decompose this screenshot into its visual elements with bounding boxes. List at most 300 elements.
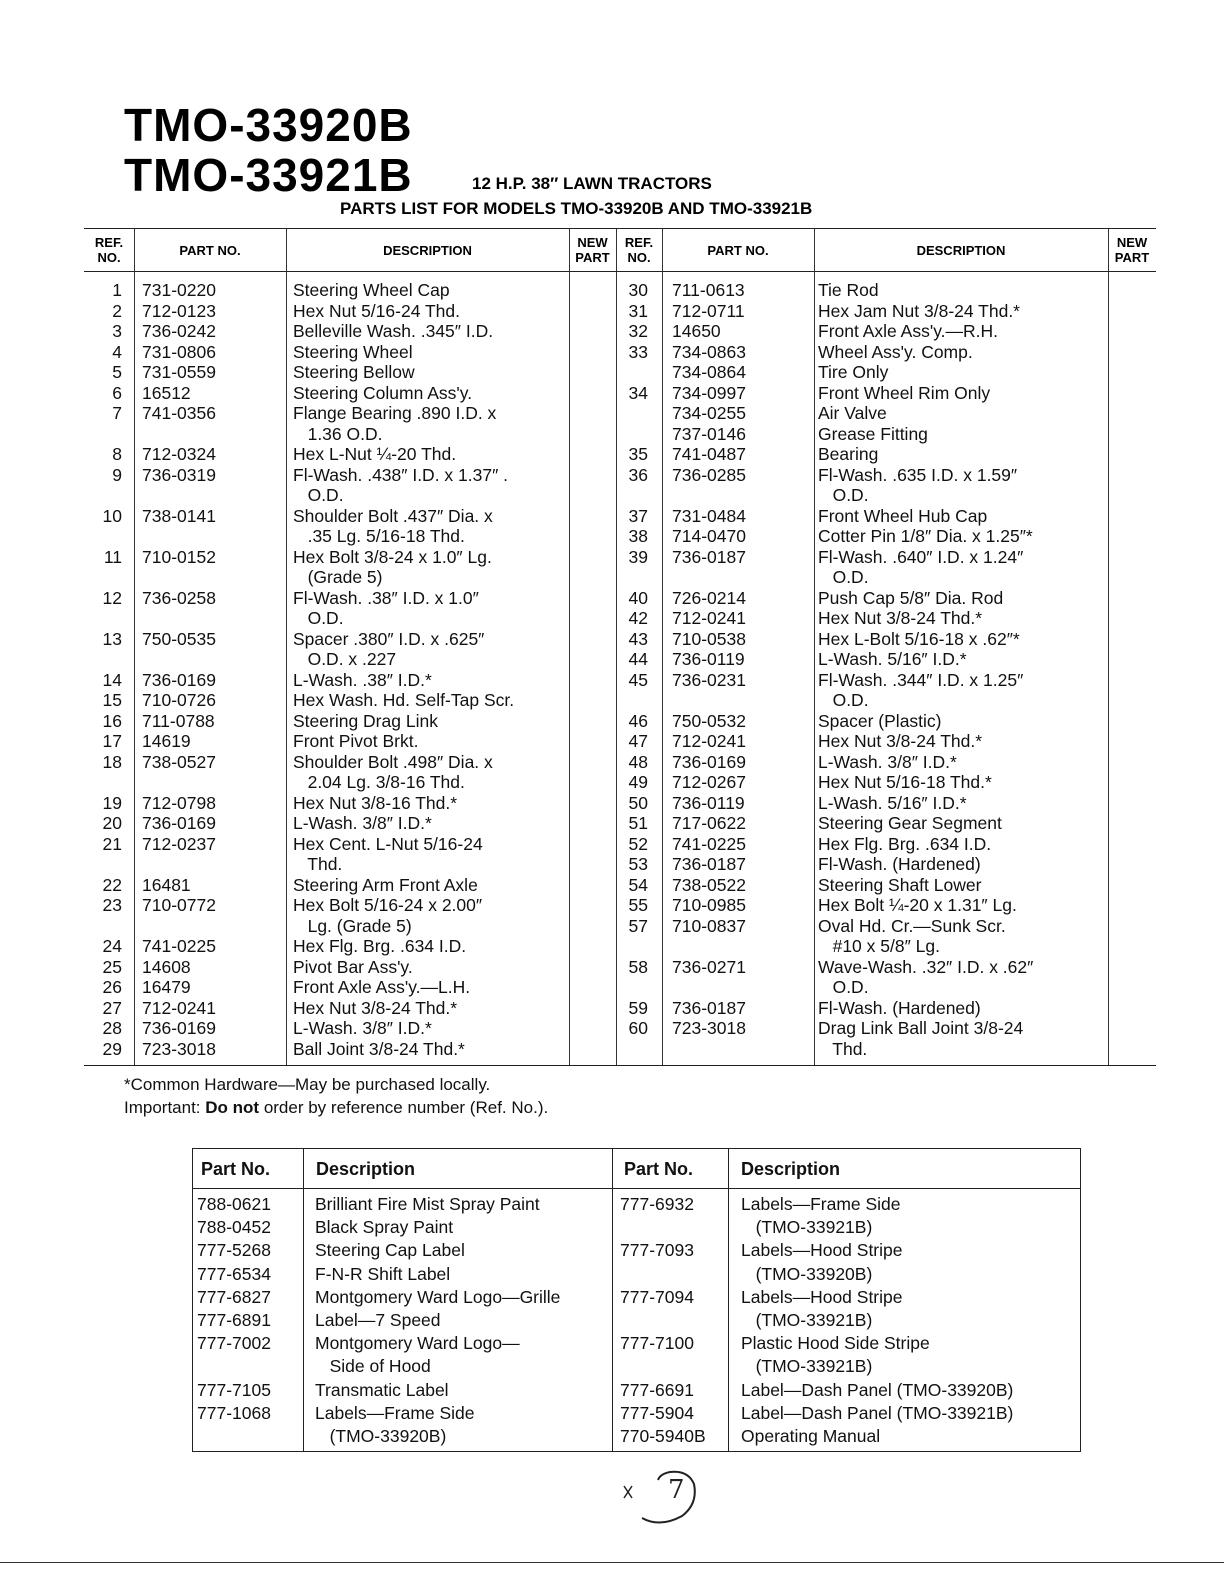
misc-row — [197, 1286, 607, 1309]
part-description: O.D. — [818, 690, 869, 710]
part-number: 734-0863 — [672, 341, 746, 362]
part-number: 711-0788 — [142, 710, 215, 731]
table-row — [618, 731, 1138, 752]
part-description: Steering Gear Segment — [818, 813, 1002, 833]
part-number: 14650 — [672, 321, 721, 341]
part-number: 712-0267 — [672, 772, 746, 792]
part-description: L-Wash. 3/8″ I.D.* — [293, 1018, 432, 1038]
misc-part-number: 777-7002 — [197, 1333, 271, 1354]
ref-number: 15 — [102, 690, 122, 710]
misc-part-number: 777-6827 — [197, 1286, 271, 1307]
misc-description: (TMO-33920B) — [741, 1263, 873, 1284]
part-description: Front Wheel Rim Only — [818, 382, 991, 403]
table-row — [618, 711, 1138, 732]
ref-number: 1 — [112, 280, 122, 300]
misc-row — [620, 1239, 1075, 1262]
table-row — [92, 1039, 572, 1060]
table-row — [618, 670, 1138, 691]
misc-description: (TMO-33921B) — [741, 1356, 873, 1377]
table-row — [92, 608, 572, 629]
part-number: 736-0187 — [672, 997, 746, 1018]
table-row — [618, 485, 1138, 506]
ref-number: 48 — [628, 751, 648, 772]
misc-part-number: 777-5904 — [620, 1402, 694, 1423]
part-number: 731-0559 — [142, 362, 216, 382]
misc-description: Label—7 Speed — [315, 1309, 441, 1330]
part-number: 714-0470 — [672, 526, 746, 546]
part-number: 736-0169 — [672, 751, 746, 772]
part-number: 712-0798 — [142, 792, 216, 813]
table-row — [618, 526, 1138, 547]
part-number: 712-0241 — [672, 731, 746, 751]
ref-number: 26 — [102, 977, 122, 997]
part-number: 734-0864 — [672, 362, 746, 382]
table-row — [618, 998, 1138, 1019]
table-row — [618, 936, 1138, 957]
parts-table — [84, 228, 1156, 1066]
part-description: Wheel Ass'y. Comp. — [818, 341, 973, 362]
part-description: L-Wash. 3/8″ I.D.* — [293, 813, 432, 833]
part-description: Steering Shaft Lower — [818, 874, 982, 895]
misc-row — [620, 1309, 1075, 1332]
ref-number: 13 — [102, 628, 122, 649]
part-number: 741-0487 — [672, 444, 746, 464]
ref-number: 16 — [102, 710, 122, 731]
table-row — [618, 834, 1138, 855]
part-description: Shoulder Bolt .498″ Dia. x — [293, 751, 493, 772]
ref-number: 50 — [628, 792, 648, 813]
misc-rows-left — [197, 1193, 607, 1448]
part-description: Hex Nut 3/8-24 Thd.* — [818, 608, 983, 628]
part-number: 741-0356 — [142, 403, 216, 423]
part-description: Spacer .380″ I.D. x .625″ — [293, 628, 485, 649]
table-row — [92, 629, 572, 650]
misc-header-description: Description — [316, 1159, 416, 1179]
table-row — [618, 403, 1138, 424]
ref-number: 20 — [102, 813, 122, 833]
misc-description: Label—Dash Panel (TMO-33920B) — [741, 1379, 1014, 1400]
misc-part-number: 770-5940B — [620, 1425, 706, 1446]
part-number: 736-0169 — [142, 813, 216, 833]
misc-row — [197, 1355, 607, 1378]
misc-description: Labels—Frame Side — [741, 1194, 901, 1214]
table-row — [618, 424, 1138, 445]
part-number: 731-0484 — [672, 505, 746, 526]
part-number: 16479 — [142, 977, 191, 997]
ref-number: 53 — [628, 854, 648, 874]
part-number: 712-0123 — [142, 300, 216, 321]
part-number: 736-0271 — [672, 956, 746, 977]
part-description: Hex Nut 5/16-18 Thd.* — [818, 772, 992, 792]
ref-number: 55 — [628, 895, 648, 915]
part-description: Shoulder Bolt .437″ Dia. x — [293, 505, 493, 526]
ref-number: 22 — [102, 874, 122, 895]
table-row — [92, 690, 572, 711]
table-row — [618, 690, 1138, 711]
misc-description: Operating Manual — [741, 1425, 881, 1446]
misc-row — [197, 1379, 607, 1402]
part-description: 1.36 O.D. — [293, 423, 383, 444]
part-description: 2.04 Lg. 3/8-16 Thd. — [293, 772, 465, 792]
table-row — [92, 1018, 572, 1039]
part-description: L-Wash. 5/16″ I.D.* — [818, 649, 967, 669]
important-emphasis: Do not — [205, 1098, 260, 1117]
part-description: Thd. — [293, 854, 343, 874]
table-row — [618, 629, 1138, 650]
table-row — [92, 506, 572, 527]
part-description: Fl-Wash. .38″ I.D. x 1.0″ — [293, 587, 479, 608]
ref-number: 54 — [628, 874, 648, 895]
misc-part-number: 788-0452 — [197, 1217, 271, 1238]
part-description: L-Wash. .38″ I.D.* — [293, 669, 432, 690]
part-description: Tire Only — [818, 362, 889, 382]
part-description: Air Valve — [818, 403, 887, 423]
part-description: (Grade 5) — [293, 567, 383, 587]
part-description: Hex Nut 3/8-24 Thd.* — [293, 997, 458, 1018]
ref-number: 5 — [112, 362, 122, 382]
ref-number: 10 — [102, 505, 122, 526]
misc-row — [197, 1425, 607, 1448]
misc-row — [620, 1355, 1075, 1378]
ref-number: 8 — [112, 444, 122, 464]
part-number: 736-0258 — [142, 587, 216, 608]
ref-number: 38 — [628, 526, 648, 546]
misc-row — [620, 1425, 1075, 1448]
table-row — [618, 547, 1138, 568]
misc-header-description-2: Description — [741, 1159, 841, 1179]
table-row — [92, 567, 572, 588]
table-row — [92, 793, 572, 814]
misc-part-number: 777-6932 — [620, 1194, 694, 1214]
ref-number: 30 — [628, 280, 648, 300]
misc-row — [620, 1379, 1075, 1402]
ref-number: 6 — [112, 382, 122, 403]
part-description: Fl-Wash. .344″ I.D. x 1.25″ — [818, 669, 1024, 690]
header-description-2: DESCRIPTION — [916, 242, 1006, 258]
part-description: Hex Flg. Brg. .634 I.D. — [818, 833, 992, 854]
ref-number: 37 — [628, 505, 648, 526]
table-row — [92, 936, 572, 957]
table-row — [92, 424, 572, 445]
misc-header-part-no-2: Part No. — [624, 1159, 694, 1179]
table-row — [618, 608, 1138, 629]
table-row — [618, 854, 1138, 875]
header-divider — [84, 271, 1156, 272]
part-description: Hex L-Bolt 5/16-18 x .62″* — [818, 628, 1020, 649]
part-description: Tie Rod — [818, 280, 879, 300]
table-row — [92, 362, 572, 383]
part-number: 736-0242 — [142, 321, 216, 341]
table-row — [92, 875, 572, 896]
part-description: Steering Wheel — [293, 341, 413, 362]
part-number: 736-0169 — [142, 1018, 216, 1038]
table-row — [618, 1039, 1138, 1060]
page-bottom-rule — [0, 1562, 1224, 1563]
table-row — [92, 649, 572, 670]
misc-description: (TMO-33921B) — [741, 1217, 873, 1238]
misc-description: F-N-R Shift Label — [315, 1263, 451, 1284]
table-row — [618, 588, 1138, 609]
model-title-2: TMO-33921B — [124, 149, 413, 201]
ref-number: 19 — [102, 792, 122, 813]
ref-number: 9 — [112, 464, 122, 485]
part-description: Ball Joint 3/8-24 Thd.* — [293, 1038, 465, 1059]
part-number: 736-0319 — [142, 464, 216, 485]
misc-part-number: 777-5268 — [197, 1240, 271, 1261]
misc-part-number: 788-0621 — [197, 1194, 271, 1214]
table-row — [92, 588, 572, 609]
misc-row — [197, 1239, 607, 1262]
ref-number: 39 — [628, 546, 648, 567]
part-description: Oval Hd. Cr.—Sunk Scr. — [818, 915, 1006, 936]
part-number: 736-0187 — [672, 854, 746, 874]
part-number: 710-0837 — [672, 915, 746, 936]
part-description: Front Axle Ass'y.—R.H. — [818, 321, 999, 341]
part-description: O.D. — [293, 485, 344, 505]
part-description: Steering Bellow — [293, 362, 415, 382]
header-new-part-2: NEW PART — [1114, 235, 1150, 265]
table-row — [618, 957, 1138, 978]
part-number: 738-0522 — [672, 874, 746, 895]
ref-number: 35 — [628, 444, 648, 464]
part-number: 750-0532 — [672, 710, 746, 731]
part-description: Spacer (Plastic) — [818, 710, 942, 731]
table-row — [92, 485, 572, 506]
table-row — [618, 649, 1138, 670]
part-number: 736-0285 — [672, 464, 746, 485]
misc-row — [197, 1193, 607, 1216]
table-row — [92, 526, 572, 547]
header-divider — [193, 1188, 1080, 1189]
part-number: 710-0772 — [142, 895, 216, 915]
part-number: 710-0152 — [142, 546, 216, 567]
ref-number: 7 — [112, 403, 122, 423]
ref-number: 42 — [628, 608, 648, 628]
part-description: Hex Jam Nut 3/8-24 Thd.* — [818, 300, 1020, 321]
ref-number: 45 — [628, 669, 648, 690]
table-row — [618, 793, 1138, 814]
misc-description: (TMO-33921B) — [741, 1309, 873, 1330]
misc-row — [197, 1216, 607, 1239]
misc-description: Montgomery Ward Logo—Grille — [315, 1286, 561, 1307]
header-ref-no-2: REF. NO. — [624, 235, 654, 265]
misc-description: Labels—Hood Stripe — [741, 1240, 903, 1261]
misc-rows-right — [620, 1193, 1075, 1448]
page-number: 7 — [668, 1475, 685, 1505]
part-description: Steering Drag Link — [293, 710, 438, 731]
ref-number: 23 — [102, 895, 122, 915]
part-description: O.D. — [818, 485, 869, 505]
header-part-no: PART NO. — [179, 242, 241, 258]
table-row — [618, 813, 1138, 834]
table-row — [618, 362, 1138, 383]
part-number: 14608 — [142, 956, 191, 977]
part-number: 738-0527 — [142, 751, 216, 772]
part-description: Belleville Wash. .345″ I.D. — [293, 321, 494, 341]
ref-number: 31 — [628, 300, 648, 321]
table-row — [618, 895, 1138, 916]
table-row — [92, 895, 572, 916]
ref-number: 43 — [628, 628, 648, 649]
ref-number: 34 — [628, 382, 648, 403]
misc-header-part-no: Part No. — [201, 1159, 271, 1179]
header-part-no-2: PART NO. — [707, 242, 769, 258]
part-description: Pivot Bar Ass'y. — [293, 956, 413, 977]
part-number: 16481 — [142, 874, 191, 895]
table-row — [92, 547, 572, 568]
part-number: 750-0535 — [142, 628, 216, 649]
ref-number: 21 — [102, 833, 122, 854]
part-number: 736-0231 — [672, 669, 746, 690]
part-description: Front Wheel Hub Cap — [818, 505, 988, 526]
ref-number: 49 — [628, 772, 648, 792]
part-number: 712-0711 — [672, 300, 745, 321]
table-row — [92, 813, 572, 834]
part-number: 736-0169 — [142, 669, 216, 690]
misc-part-number: 777-6891 — [197, 1309, 271, 1330]
header-new-part: NEW PART — [575, 235, 610, 265]
part-number: 734-0997 — [672, 382, 746, 403]
part-number: 14619 — [142, 731, 191, 751]
table-row — [92, 465, 572, 486]
part-description: Wave-Wash. .32″ I.D. x .62″ — [818, 956, 1034, 977]
part-number: 710-0538 — [672, 628, 746, 649]
table-row — [92, 916, 572, 937]
table-row — [92, 301, 572, 322]
misc-part-number: 777-6534 — [197, 1263, 271, 1284]
misc-part-number: 777-1068 — [197, 1402, 271, 1423]
part-description: Cotter Pin 1/8″ Dia. x 1.25″* — [818, 526, 1033, 546]
misc-description: Steering Cap Label — [315, 1240, 465, 1261]
ref-number: 36 — [628, 464, 648, 485]
part-description: Hex Bolt 3/8-24 x 1.0″ Lg. — [293, 546, 492, 567]
part-description: Hex Cent. L-Nut 5/16-24 — [293, 833, 483, 854]
misc-row — [197, 1309, 607, 1332]
ref-number: 4 — [112, 341, 122, 362]
ref-number: 58 — [628, 956, 648, 977]
parts-list-heading: PARTS LIST FOR MODELS TMO-33920B AND TMO-33921B — [340, 199, 813, 218]
table-row — [92, 383, 572, 404]
misc-row — [620, 1286, 1075, 1309]
table-row — [92, 834, 572, 855]
part-description: Hex Bolt ¼-20 x 1.31″ Lg. — [818, 895, 1017, 915]
part-description: Fl-Wash. .640″ I.D. x 1.24″ — [818, 546, 1024, 567]
misc-description: Label—Dash Panel (TMO-33921B) — [741, 1402, 1014, 1423]
model-titles — [124, 100, 413, 200]
misc-description: Labels—Hood Stripe — [741, 1286, 903, 1307]
misc-parts-table — [192, 1148, 1081, 1452]
table-row — [92, 854, 572, 875]
table-row — [92, 977, 572, 998]
part-number: 736-0119 — [672, 792, 745, 813]
misc-part-number: 777-7094 — [620, 1286, 694, 1307]
part-description: Hex Nut 5/16-24 Thd. — [293, 300, 460, 321]
part-description: Hex Nut 3/8-16 Thd.* — [293, 792, 458, 813]
ref-number: 60 — [628, 1018, 648, 1038]
misc-description: Plastic Hood Side Stripe — [741, 1333, 930, 1354]
misc-description: Brilliant Fire Mist Spray Paint — [315, 1194, 540, 1214]
table-row — [618, 444, 1138, 465]
table-row — [92, 731, 572, 752]
part-description: Steering Column Ass'y. — [293, 382, 473, 403]
misc-description: Side of Hood — [315, 1356, 431, 1377]
table-row — [92, 998, 572, 1019]
misc-part-number: 777-7105 — [197, 1379, 271, 1400]
product-subtitle: 12 H.P. 38″ LAWN TRACTORS — [472, 174, 712, 193]
table-row — [618, 342, 1138, 363]
misc-description: (TMO-33920B) — [315, 1425, 447, 1446]
table-row — [92, 711, 572, 732]
part-description: Bearing — [818, 444, 879, 464]
part-description: Thd. — [818, 1038, 868, 1059]
misc-row — [620, 1263, 1075, 1286]
ref-number: 27 — [102, 997, 122, 1018]
header-ref-no: REF. NO. — [94, 235, 124, 265]
misc-part-number: 777-7093 — [620, 1240, 694, 1261]
part-description: Drag Link Ball Joint 3/8-24 — [818, 1018, 1024, 1038]
ref-number: 11 — [103, 546, 122, 567]
part-description: Fl-Wash. (Hardened) — [818, 854, 981, 874]
ref-number: 57 — [628, 915, 648, 936]
notes — [124, 1073, 604, 1119]
important-suffix: order by reference number (Ref. No.). — [259, 1098, 549, 1117]
part-number: 723-3018 — [672, 1018, 746, 1038]
part-description: Front Pivot Brkt. — [293, 731, 419, 751]
parts-rows-right — [618, 280, 1138, 1059]
table-row — [618, 280, 1138, 301]
part-number: 712-0241 — [142, 997, 216, 1018]
part-description: Hex Nut 3/8-24 Thd.* — [818, 731, 983, 751]
misc-row — [620, 1332, 1075, 1355]
part-description: Push Cap 5/8″ Dia. Rod — [818, 587, 1004, 608]
part-description: Hex Wash. Hd. Self-Tap Scr. — [293, 690, 515, 710]
ref-number: 14 — [102, 669, 122, 690]
part-number: 723-3018 — [142, 1038, 216, 1059]
ref-number: 24 — [102, 936, 122, 956]
ref-number: 2 — [112, 300, 122, 321]
part-number: 738-0141 — [142, 505, 216, 526]
part-number: 741-0225 — [142, 936, 216, 956]
part-number: 712-0237 — [142, 833, 216, 854]
table-row — [92, 772, 572, 793]
ref-number: 44 — [628, 649, 648, 669]
misc-description: Black Spray Paint — [315, 1217, 454, 1238]
part-number: 712-0241 — [672, 608, 746, 628]
table-row — [92, 342, 572, 363]
part-description: Steering Wheel Cap — [293, 280, 450, 300]
column-divider — [616, 229, 617, 1065]
ref-number: 25 — [102, 956, 122, 977]
table-row — [618, 383, 1138, 404]
part-number: 731-0806 — [142, 341, 216, 362]
part-description: .35 Lg. 5/16-18 Thd. — [293, 526, 465, 546]
important-note — [124, 1096, 604, 1119]
part-number: 711-0613 — [672, 280, 745, 300]
ref-number: 46 — [628, 710, 648, 731]
part-description: Fl-Wash. (Hardened) — [818, 997, 981, 1018]
common-hardware-note: *Common Hardware—May be purchased locally. — [124, 1075, 491, 1094]
table-row — [92, 280, 572, 301]
table-row — [618, 977, 1138, 998]
part-description: L-Wash. 3/8″ I.D.* — [818, 751, 957, 772]
ref-number: 51 — [628, 813, 648, 833]
part-number: 16512 — [142, 382, 191, 403]
handwritten-page-mark — [620, 1458, 710, 1538]
part-number: 736-0119 — [672, 649, 745, 669]
part-number: 741-0225 — [672, 833, 746, 854]
table-row — [92, 403, 572, 424]
part-description: #10 x 5/8″ Lg. — [818, 936, 940, 956]
